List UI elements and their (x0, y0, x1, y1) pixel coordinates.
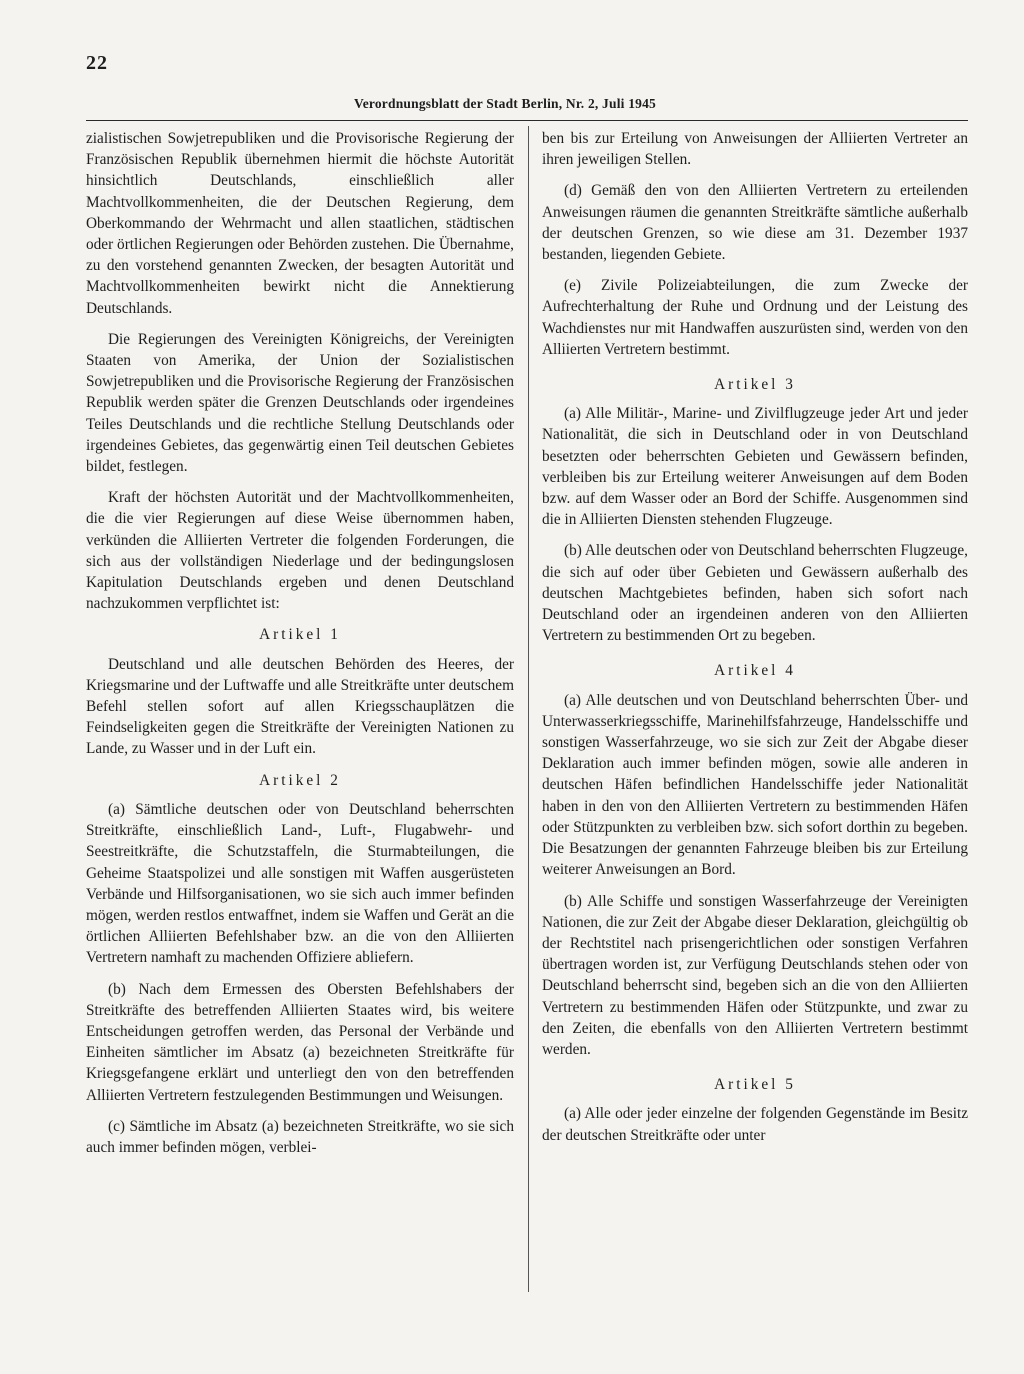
article-4-section-b: (b) Alle Schiffe und sonstigen Wasserfahrzeuge der Vereinigten Nationen, die zur Zeit der Abgabe dieser Deklaration, gleichgültig ob der Rechtstitel nach prisengerichtlichen oder sonstigen Verfahren übertragen worden ist, zur Verfügung Deutschlands stehen oder von Deutschland beherrscht sind, begeben sich an die von den Alliierten Vertretern zu bestimmenden Häfen oder Stützpunkte, und zwar zu den Zeiten, die ebenfalls von den Alliierten Vertretern bestimmt werden. (542, 892, 968, 1058)
article-1-text: Deutschland und alle deutschen Behörden des Heeres, der Kriegsmarine und der Luftwaffe und alle Streitkräfte unter deutschem Befehl stellen sofort auf allen Kriegsschauplätzen die Feindseligkeiten gegen die Streitkräfte der Vereinigten Nationen zu Lande, zu Wasser und in der Luft ein. (86, 655, 514, 758)
article-5-heading: Artikel 5 (714, 1076, 796, 1094)
column-divider (528, 126, 529, 1292)
article-3-heading: Artikel 3 (714, 376, 796, 394)
article-4-heading: Artikel 4 (714, 662, 796, 680)
article-2-section-d: (d) Gemäß den von den Alliierten Vertretern zu erteilenden Anweisungen räumen die genannten Streitkräfte sämtliche außerhalb der deutschen Grenzen, so wie diese am 31. Dezember 1937 bestanden, liegenden Gebiete. (542, 182, 968, 264)
running-head: Verordnungsblatt der Stadt Berlin, Nr. 2, Juli 1945 (354, 96, 656, 111)
header-rule (86, 120, 968, 121)
paragraph: Kraft der höchsten Autorität und der Machtvollkommenheiten, die die vier Regierungen auf diese Weise übernommen haben, verkünden die Alliierten Vertreter die folgenden Forderungen, die sich aus der vollständigen Niederlage und der bedingungslosen Kapitulation Deutschlands ergeben und denen Deutschland nachzukommen verpflichtet ist: (86, 489, 514, 613)
article-2-heading: Artikel 2 (259, 771, 341, 789)
paragraph: ben bis zur Erteilung von Anweisungen der Alliierten Vertreter an ihren jeweiligen Stellen. (542, 130, 968, 169)
article-2-section-c: (c) Sämtliche im Absatz (a) bezeichneten Streitkräfte, wo sie sich auch immer befinden mögen, verblei- (86, 1117, 514, 1156)
article-2-section-a: (a) Sämtliche deutschen oder von Deutschland beherrschten Streitkräfte, einschließlich Land-, Luft-, Flugabwehr- und Seestreitkräfte, die Schutzstaffeln, die Sturmabteilungen, die Geheime Staatspolizei und alle sonstigen mit Waffen ausgerüsteten Verbände und Hilfsorganisationen, wo sie sich auch immer befinden mögen, werden restlos entwaffnet, indem sie Waffen und Gerät an die örtlichen Alliierten Befehlshaber bzw. an die von den Alliierten Vertretern namhaft zu machenden Offiziere abliefern. (86, 800, 514, 967)
article-3-section-b: (b) Alle deutschen oder von Deutschland beherrschten Flugzeuge, die sich auf oder über Gebieten und Gewässern außerhalb des deutschen Machtgebietes befinden, haben sich sofort nach Deutschland oder an irgendeinen anderen von den Alliierten Vertretern zu bestimmenden Ort zu begeben. (542, 542, 968, 645)
article-2-section-b: (b) Nach dem Ermessen des Obersten Befehlshabers der Streitkräfte des betreffenden Alliierten Staates wird, bis weitere Entscheidungen getroffen werden, das Personal der Verbände und Einheiten sämtlicher im Absatz (a) bezeichneten Streitkräfte für Kriegsgefangene erklärt und unterliegt den von den betreffenden Alliierten Vertretern festzulegenden Bestimmungen und Weisungen. (86, 980, 514, 1104)
article-4-section-a: (a) Alle deutschen und von Deutschland beherrschten Über- und Unterwasserkriegsschiffe, Marinehilfsfahrzeuge, Handelsschiffe und sonstigen Wasserfahrzeuge, wo sie sich zur Zeit der Abgabe dieser Deklaration auch immer befinden mögen, sowie alle anderen in deutschen Häfen befindlichen Handelsschiffe jeder Nationalität haben in den von den Alliierten Vertretern zu bestimmenden Häfen oder Stützpunkten zu verbleiben bzw. sich sofort dorthin zu begeben. Die Besatzungen der genannten Fahrzeuge bleiben bis zur Erteilung weiterer Anweisungen an Bord. (542, 691, 968, 879)
left-column (86, 128, 514, 1168)
page-number: 22 (86, 52, 108, 74)
paragraph: zialistischen Sowjetrepubliken und die Provisorische Regierung der Französischen Republik übernehmen hiermit die höchste Autorität hinsichtlich Deutschlands, einschließlich aller Machtvollkommenheiten, die der Deutschen Regierung, dem Oberkommando der Wehrmacht und allen staatlichen, städtischen oder örtlichen Regierungen oder Behörden zustehen. Die Übernahme, zu den vorstehend genannten Zwecken, der besagten Autorität und Machtvollkommenheiten bewirkt nicht die Annektierung Deutschlands. (86, 130, 514, 317)
article-2-section-e: (e) Zivile Polizeiabteilungen, die zum Zwecke der Aufrechterhaltung der Ruhe und Ordnung und der Leistung des Wachdienstes nur mit Handwaffen auszurüsten sind, werden von den Alliierten Vertretern bestimmt. (542, 277, 968, 358)
paragraph: Die Regierungen des Vereinigten Königreichs, der Vereinigten Staaten von Amerika, der Union der Sozialistischen Sowjetrepubliken und die Provisorische Regierung der Französischen Republik werden später die Grenzen Deutschlands oder irgendeines Teiles Deutschlands und die rechtliche Stellung Deutschlands oder irgendeines Gebietes, das gegenwärtig einen Teil deutschen Gebietes bildet, festlegen. (86, 330, 514, 476)
right-column (542, 128, 968, 1156)
article-5-section-a: (a) Alle oder jeder einzelne der folgenden Gegenstände im Besitz der deutschen Streitkräfte oder unter (542, 1105, 968, 1144)
article-3-section-a: (a) Alle Militär-, Marine- und Zivilflugzeuge jeder Art und jeder Nationalität, die sich in Deutschland oder in von Deutschland besetzten oder beherrschten Gebieten und Gewässern befinden, verbleiben bis zur Erteilung weiterer Anweisungen auf dem Boden bzw. auf dem Wasser oder an Bord der Schiffe. Ausgenommen sind die in Alliierten Diensten stehenden Flugzeuge. (542, 405, 968, 529)
article-1-heading: Artikel 1 (259, 626, 341, 644)
